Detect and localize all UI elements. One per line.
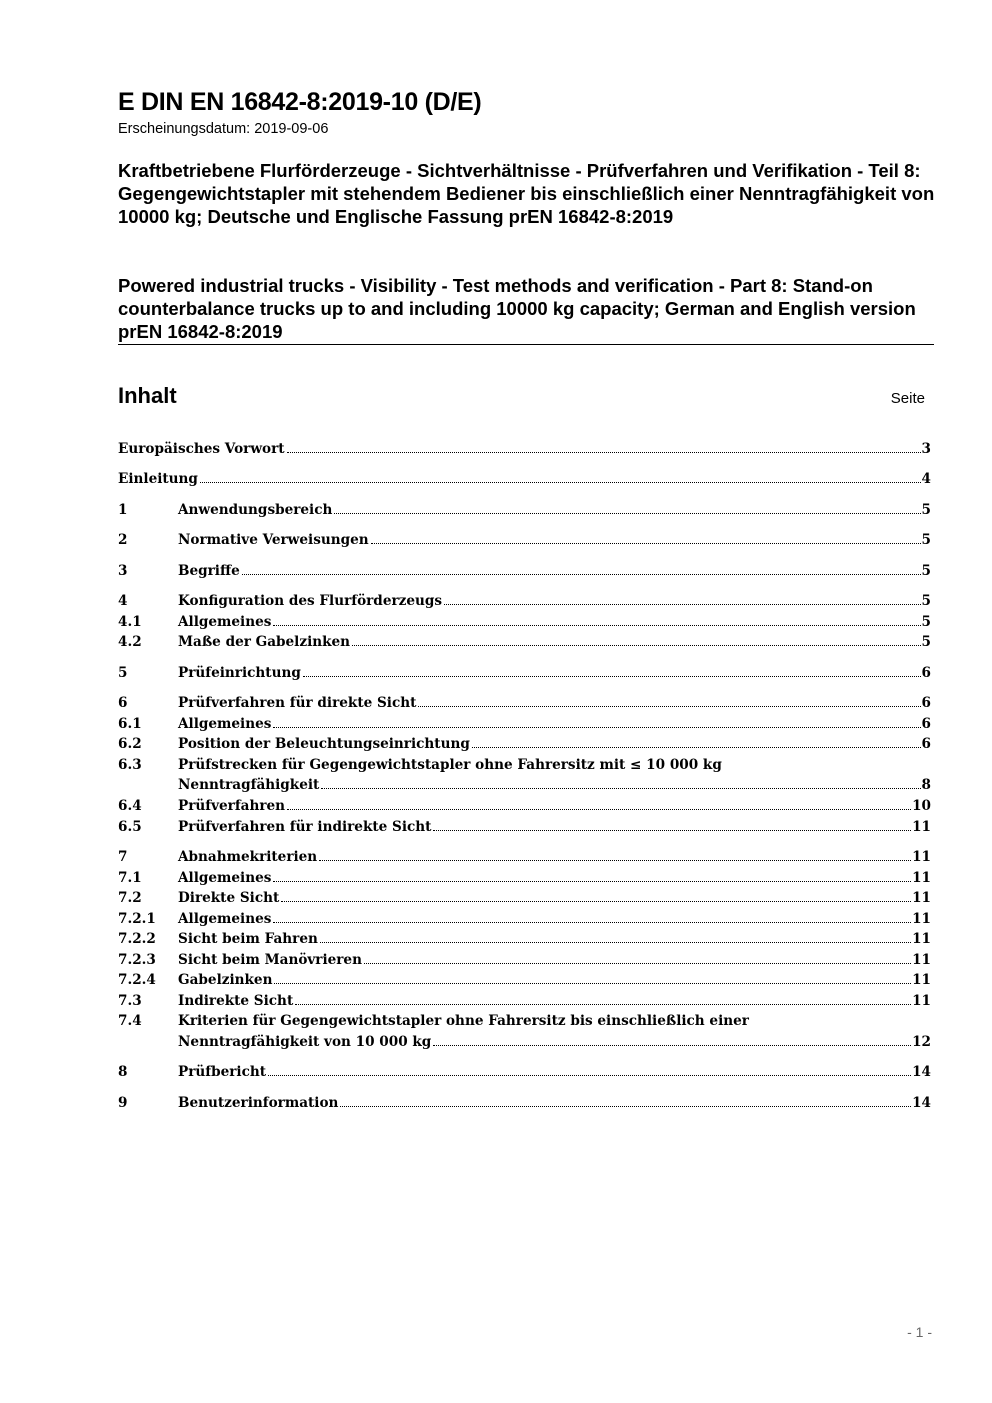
toc-entry-number: 6.1 (118, 716, 142, 732)
toc-entry-page: 4 (921, 471, 931, 487)
toc-entry-page: 11 (912, 993, 931, 1009)
toc-entry-page: 5 (921, 532, 931, 548)
header-divider (118, 344, 934, 345)
toc-entry-label: Prüfverfahren (178, 798, 286, 814)
toc-entry-number: 7.3 (118, 993, 142, 1009)
toc-entry-page: 11 (912, 870, 931, 886)
toc-entry-label: Indirekte Sicht (178, 993, 294, 1009)
toc-entry-page: 11 (912, 911, 931, 927)
toc-entry[interactable] (118, 593, 931, 613)
toc-entry-page: 11 (912, 972, 931, 988)
toc-entry-number: 4 (118, 593, 128, 609)
toc-entry-label: Prüfverfahren für direkte Sicht (178, 695, 417, 711)
publication-date: Erscheinungsdatum: 2019-09-06 (118, 121, 329, 137)
toc-entry[interactable] (118, 870, 931, 890)
toc-entry-number: 7.4 (118, 1013, 142, 1029)
toc-entry-continuation[interactable] (118, 777, 931, 797)
toc-entry-number: 6.5 (118, 819, 142, 835)
toc-entry-label: Sicht beim Fahren (178, 931, 318, 947)
toc-entry-number: 7.2.2 (118, 931, 156, 947)
title-german: Kraftbetriebene Flurförderzeuge - Sichtverhältnisse - Prüfverfahren und Verifikation - Teil 8: Gegengewichtstapler mit stehendem Bediener bis einschließlich einer Nenntragfähigkeit von 10000 kg; Deutsche und Englische Fassung prEN 16842-8:2019 (118, 160, 935, 227)
toc-entry[interactable] (118, 993, 931, 1013)
toc-entry-continuation[interactable] (118, 1034, 931, 1054)
toc-entry-number: 7.1 (118, 870, 142, 886)
toc-entry-page: 11 (912, 890, 931, 906)
toc-entry-number: 6.3 (118, 757, 142, 773)
toc-entry-page: 5 (921, 614, 931, 630)
toc-entry-number: 6.2 (118, 736, 142, 752)
toc-entry[interactable] (118, 911, 931, 931)
toc-entry-page: 6 (921, 716, 931, 732)
toc-page-label: Seite (890, 390, 925, 407)
toc-entry[interactable] (118, 532, 931, 552)
toc-entry[interactable] (118, 634, 931, 654)
toc-entry-label: Abnahmekriterien (178, 849, 318, 865)
toc-entry[interactable] (118, 972, 931, 992)
toc-entry-page: 6 (921, 736, 931, 752)
toc-entry[interactable] (118, 563, 931, 583)
toc-entry-page: 12 (912, 1034, 931, 1050)
toc-entry-label: Allgemeines (178, 870, 272, 886)
toc-entry-label: Benutzerinformation (178, 1095, 339, 1111)
toc-entry-number: 3 (118, 563, 128, 579)
toc-entry[interactable] (118, 441, 931, 461)
toc-entry-label: Prüfstrecken für Gegengewichtstapler ohne Fahrersitz mit ≤ 10 000 kg (178, 757, 722, 773)
toc-entry-page: 11 (912, 952, 931, 968)
toc-entry[interactable] (118, 614, 931, 634)
toc-entry[interactable] (118, 931, 931, 951)
toc-entry-label: Maße der Gabelzinken (178, 634, 351, 650)
toc-entry-number: 7.2.3 (118, 952, 156, 968)
toc-entry-page: 5 (921, 563, 931, 579)
toc-entry-number: 7.2.4 (118, 972, 156, 988)
toc-entry-label: Prüfeinrichtung (178, 665, 301, 681)
toc-entry-label: Gabelzinken (178, 972, 273, 988)
toc-entry-number: 5 (118, 665, 128, 681)
toc-entry-label: Begriffe (178, 563, 240, 579)
toc-entry[interactable] (118, 471, 931, 491)
toc-entry-label: Prüfbericht (178, 1064, 267, 1080)
toc-entry-label: Position der Beleuchtungseinrichtung (178, 736, 470, 752)
toc-entry[interactable] (118, 665, 931, 685)
toc-entry-page: 14 (912, 1095, 931, 1111)
toc-entry-page: 6 (921, 665, 931, 681)
toc-entry[interactable] (118, 1064, 931, 1084)
toc-entry-label: Allgemeines (178, 716, 272, 732)
toc-entry-number: 6 (118, 695, 128, 711)
toc-entry-number: 2 (118, 532, 128, 548)
toc-entry-number: 4.1 (118, 614, 142, 630)
toc-entry-page: 5 (921, 502, 931, 518)
toc-entry-label: Sicht beim Manövrieren (178, 952, 362, 968)
document-id: E DIN EN 16842-8:2019-10 (D/E) (118, 88, 482, 116)
toc-entry-page: 11 (912, 931, 931, 947)
toc-entry-label: Kriterien für Gegengewichtstapler ohne Fahrersitz bis einschließlich einer (178, 1013, 749, 1029)
toc-entry[interactable] (118, 849, 931, 869)
toc-entry-page: 6 (921, 695, 931, 711)
toc-entry-label: Direkte Sicht (178, 890, 280, 906)
title-english: Powered industrial trucks - Visibility - Test methods and verification - Part 8: Stand-on counterbalance trucks up to and including 10000 kg capacity; German and English version prEN 16842-8:2019 (118, 275, 916, 342)
toc-entry-page: 5 (921, 634, 931, 650)
toc-entry-page: 8 (921, 777, 931, 793)
toc-entry-label: Einleitung (118, 471, 198, 487)
toc-entry-page: 11 (912, 819, 931, 835)
toc-entry-number: 7 (118, 849, 128, 865)
toc-entry-label-cont: Nenntragfähigkeit von 10 000 kg (178, 1034, 432, 1050)
toc-entry[interactable] (118, 716, 931, 736)
toc-entry-page: 11 (912, 849, 931, 865)
toc-entry-number: 9 (118, 1095, 128, 1111)
toc-entry-page: 14 (912, 1064, 931, 1080)
toc-entry-page: 3 (921, 441, 931, 457)
toc-entry[interactable] (118, 502, 931, 522)
toc-entry-label: Europäisches Vorwort (118, 441, 285, 457)
toc-entry-label-cont: Nenntragfähigkeit (178, 777, 320, 793)
toc-entry[interactable] (118, 695, 931, 715)
toc-entry[interactable] (118, 1095, 931, 1115)
toc-entry[interactable] (118, 819, 931, 839)
toc-entry-number: 4.2 (118, 634, 142, 650)
toc-entry-label: Normative Verweisungen (178, 532, 369, 548)
toc-entry[interactable] (118, 757, 931, 777)
toc-entry[interactable] (118, 1013, 931, 1033)
toc-entry-label: Anwendungsbereich (178, 502, 333, 518)
page-number: - 1 - (907, 1324, 932, 1340)
toc-entry[interactable] (118, 952, 931, 972)
toc-entry-number: 7.2 (118, 890, 142, 906)
toc-entry-label: Konfiguration des Flurförderzeugs (178, 593, 443, 609)
toc-entry-number: 7.2.1 (118, 911, 156, 927)
toc-entry-label: Allgemeines (178, 614, 272, 630)
toc-entry-page: 10 (912, 798, 931, 814)
toc-entry-page: 5 (921, 593, 931, 609)
toc-entry-number: 8 (118, 1064, 128, 1080)
toc-entry-number: 6.4 (118, 798, 142, 814)
toc-entry-label: Prüfverfahren für indirekte Sicht (178, 819, 432, 835)
toc-entry[interactable] (118, 890, 931, 910)
toc-entry[interactable] (118, 736, 931, 756)
toc-heading: Inhalt (118, 383, 177, 408)
toc-entry-label: Allgemeines (178, 911, 272, 927)
toc-entry-number: 1 (118, 502, 128, 518)
toc-entry[interactable] (118, 798, 931, 818)
